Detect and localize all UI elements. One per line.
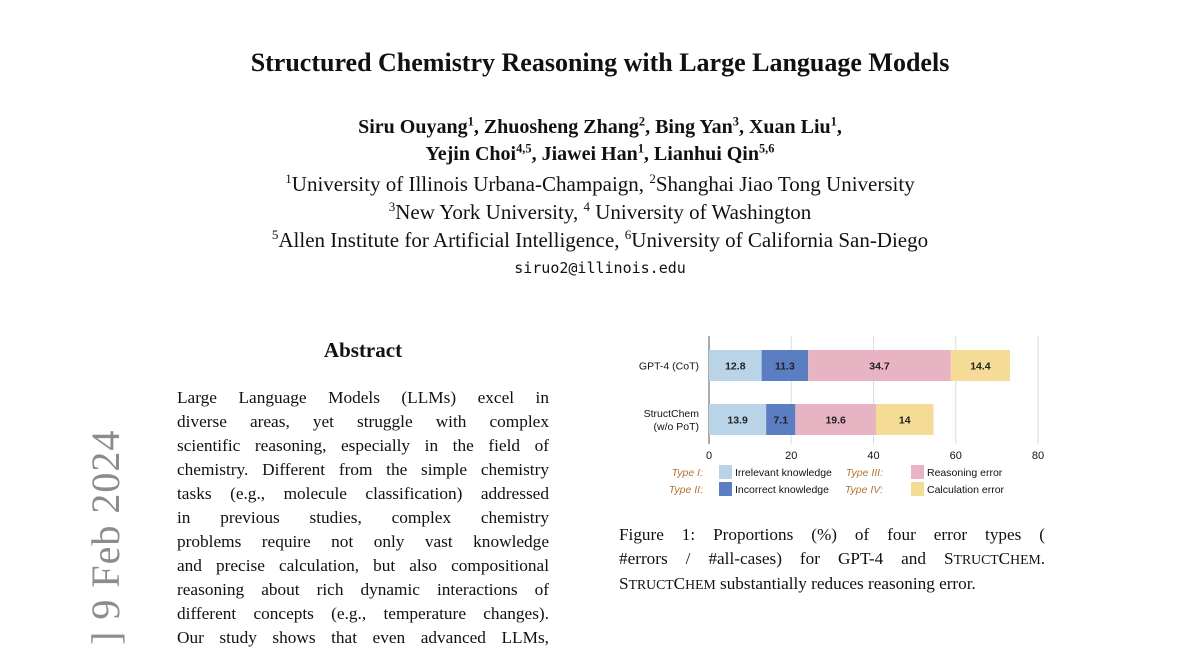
abstract-line: in previous studies, complex chemistry [177, 508, 549, 527]
affiliation-text: Allen Institute for Artificial Intelligence, [278, 228, 625, 252]
affiliation-mark: 6 [624, 227, 632, 242]
structchem-name [619, 574, 716, 593]
data-label: 34.7 [869, 360, 890, 373]
smallcap-glyph: M [703, 577, 716, 592]
author-affil-mark: 1 [637, 141, 644, 156]
affiliation-line [0, 170, 1200, 198]
structchem-name [944, 549, 1041, 568]
legend-type-label: Type I: [671, 467, 703, 479]
x-tick-label: 40 [867, 450, 880, 462]
author-list [0, 114, 1200, 168]
author-line-1 [0, 114, 1200, 141]
x-tick-label: 0 [705, 450, 713, 462]
smallcap-glyph: T [628, 577, 637, 592]
x-tick-label: 60 [949, 450, 962, 462]
affiliation-mark: 5 [271, 227, 279, 242]
legend-swatch [719, 465, 732, 479]
category-label: (w/o PoT) [653, 421, 699, 433]
contact-email[interactable]: siruo2@illinois.edu [514, 259, 686, 277]
smallcap-glyph: T [665, 577, 674, 592]
affiliation-mark: 3 [388, 199, 396, 214]
smallcap-glyph: T [953, 552, 962, 567]
abstract-line: and precise calculation, but also compositional [177, 556, 549, 575]
data-label: 19.6 [825, 414, 846, 427]
affiliation-text: Shanghai Jiao Tong University [655, 172, 915, 196]
abstract-body [177, 386, 549, 650]
error-types-chart [615, 332, 1055, 512]
smallcap-glyph: H [1010, 552, 1021, 567]
smallcap-glyph: R [636, 577, 647, 592]
smallcap-glyph: C [673, 574, 686, 593]
legend-entry: Calculation error [927, 484, 1005, 496]
x-tick-label: 80 [1031, 450, 1045, 462]
author-separator: , [531, 143, 542, 165]
caption-line-3 [619, 572, 1045, 597]
caption-line-1 [619, 523, 1045, 547]
smallcap-glyph: R [961, 552, 972, 567]
smallcap-glyph: U [971, 552, 982, 567]
smallcap-glyph: S [619, 574, 629, 593]
author-affil-mark: 5,6 [758, 141, 775, 156]
smallcap-glyph: C [656, 577, 666, 592]
affiliation-text: New York University, [395, 200, 584, 224]
author-name: Siru Ouyang [358, 116, 468, 138]
smallcap-glyph: C [998, 549, 1011, 568]
author-affil-mark: 1 [467, 114, 474, 129]
legend-swatch [719, 482, 732, 496]
author-affil-mark: 2 [638, 114, 646, 129]
category-label: StructChem [643, 408, 699, 420]
data-label: 14 [898, 414, 911, 427]
author-affil-mark: 1 [830, 114, 837, 129]
caption-text: substantially reduces reasoning error. [715, 574, 976, 593]
data-label: 11.3 [774, 360, 795, 373]
caption-line-2 [619, 547, 1045, 572]
abstract-line: Our study shows that even advanced LLMs, [177, 628, 549, 647]
affiliation-line [0, 198, 1200, 226]
caption-text: . [1040, 549, 1045, 568]
legend-entry: Reasoning error [927, 467, 1003, 479]
smallcap-glyph: C [981, 552, 991, 567]
smallcap-glyph: M [1028, 552, 1041, 567]
legend-swatch [911, 482, 924, 496]
data-label: 14.4 [970, 360, 991, 373]
abstract-line: chemistry. Different from the simple chemistry [177, 460, 549, 479]
affiliation-text: University of California San-Diego [631, 228, 929, 252]
author-separator: , [836, 116, 842, 138]
author-affil-mark: 3 [732, 114, 739, 129]
affiliation-mark: 2 [649, 171, 656, 186]
caption-text: Figure 1: Proportions (%) of four error types ( [619, 525, 1045, 544]
figure-caption [619, 523, 1045, 597]
legend-type-label: Type III: [845, 467, 883, 479]
smallcap-glyph: S [944, 549, 954, 568]
legend-entry: Incorrect knowledge [735, 484, 829, 496]
abstract-heading: Abstract [323, 338, 403, 362]
abstract-line: scientific reasoning, especially in the field of [177, 436, 549, 455]
abstract-line: diverse areas, yet struggle with complex [177, 412, 549, 431]
author-name: Xuan Liu [748, 116, 831, 138]
author-line-2 [0, 141, 1200, 168]
smallcap-glyph: U [646, 577, 657, 592]
paper-title: Structured Chemistry Reasoning with Large Language Models [250, 48, 950, 77]
data-label: 13.9 [727, 414, 748, 427]
author-name: Lianhui Qin [653, 143, 759, 165]
caption-text: #errors / #all-cases) for GPT-4 and [619, 549, 944, 568]
smallcap-glyph: E [1020, 552, 1029, 567]
author-separator: , [473, 116, 484, 138]
legend-type-label: Type II: [668, 484, 703, 496]
affiliation-line [0, 226, 1200, 254]
data-label: 7.1 [773, 414, 789, 427]
abstract-line: different concepts (e.g., temperature changes). [177, 604, 549, 623]
affiliation-mark: 4 [583, 199, 590, 214]
author-name: Jiawei Han [541, 143, 638, 165]
author-affil-mark: 4,5 [516, 141, 532, 156]
legend-swatch [911, 465, 924, 479]
category-label: GPT-4 (CoT) [638, 360, 699, 373]
author-separator: , [645, 116, 656, 138]
abstract-line: Large Language Models (LLMs) excel in [177, 388, 549, 407]
x-tick-label: 20 [785, 450, 798, 462]
author-name: Yejin Choi [425, 143, 517, 165]
arxiv-side-stamp [18, 405, 128, 645]
author-separator: , [738, 116, 749, 138]
abstract-line: reasoning about rich dynamic interactions of [177, 580, 549, 599]
legend-type-label: Type IV: [844, 484, 883, 496]
affiliation-text: University of Illinois Urbana-Champaign, [291, 172, 650, 196]
data-label: 12.8 [725, 360, 746, 373]
abstract-line: tasks (e.g., molecule classification) addressed [177, 484, 549, 503]
affiliation-text: University of Washington [589, 200, 812, 224]
arxiv-side-text: ] 9 Feb 2024 [83, 429, 128, 645]
author-name: Zhuosheng Zhang [483, 116, 639, 138]
smallcap-glyph: H [685, 577, 696, 592]
smallcap-glyph: E [695, 577, 704, 592]
affiliations [0, 170, 1200, 254]
smallcap-glyph: T [990, 552, 999, 567]
affiliation-mark: 1 [285, 171, 292, 186]
author-separator: , [643, 143, 654, 165]
author-name: Bing Yan [655, 116, 733, 138]
legend-entry: Irrelevant knowledge [735, 467, 832, 479]
abstract-line: problems require not only vast knowledge [177, 532, 549, 551]
